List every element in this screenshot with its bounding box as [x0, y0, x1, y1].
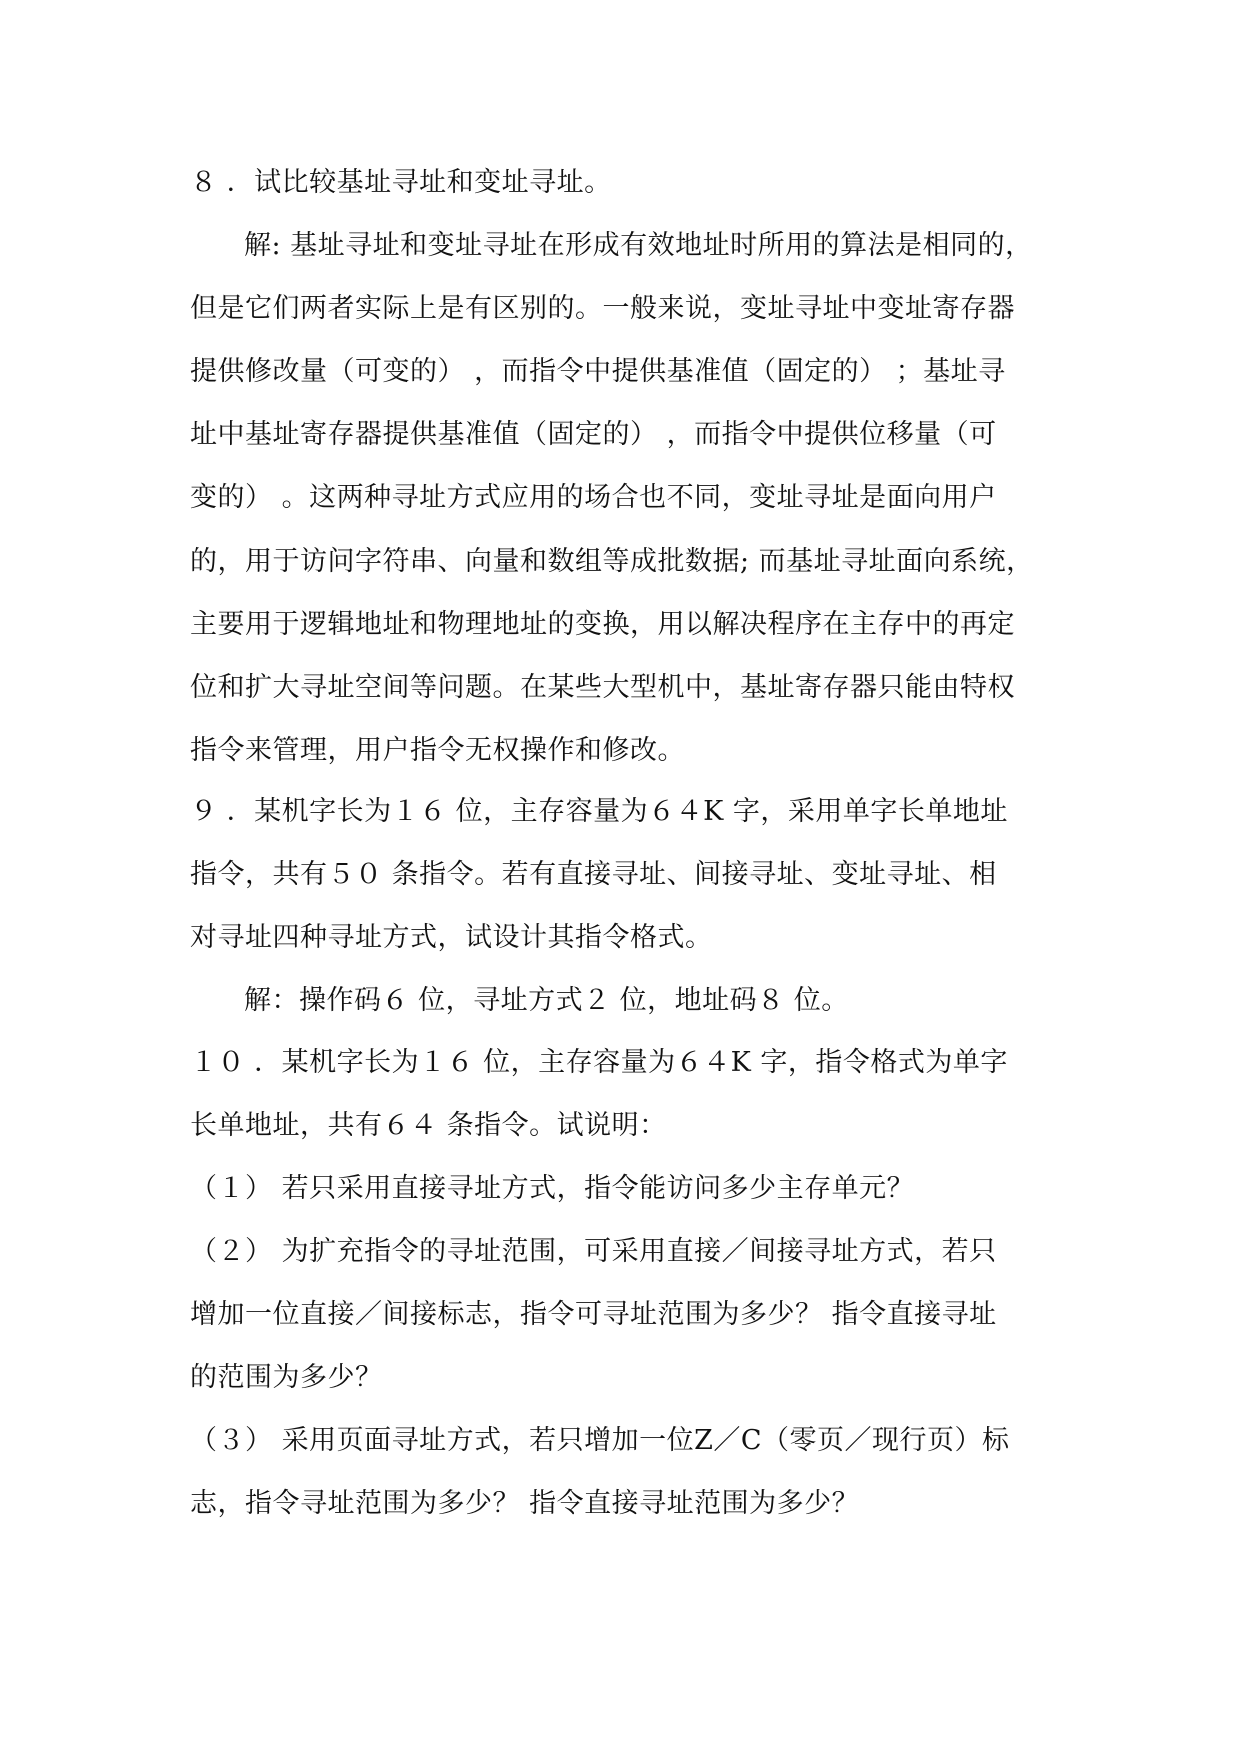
answer-8-line-5: 变的） 。这两种寻址方式应用的场合也不同，变址寻址是面向用户: [190, 482, 997, 513]
question-10-line-1: １０ ．某机字长为１６ 位，主存容量为６４K 字，指令格式为单字: [190, 1047, 1008, 1078]
question-8-title: ８ ．试比较基址寻址和变址寻址。: [190, 167, 612, 198]
question-10-part-3-line-1: （３） 采用页面寻址方式，若只增加一位Z／C（零页／现行页）标: [190, 1425, 1010, 1456]
answer-8-line-7: 主要用于逻辑地址和物理地址的变换，用以解决程序在主存中的再定: [190, 609, 1015, 640]
answer-8-line-9: 指令来管理，用户指令无权操作和修改。: [190, 735, 685, 766]
question-10-part-2-line-2: 增加一位直接／间接标志，指令可寻址范围为多少？ 指令直接寻址: [190, 1299, 997, 1330]
answer-8-line-1: 解: 基址寻址和变址寻址在形成有效地址时所用的算法是相同的，: [244, 230, 1033, 261]
answer-9: 解：操作码６ 位，寻址方式２ 位，地址码８ 位。: [244, 985, 849, 1016]
question-9-line-2: 指令，共有５０ 条指令。若有直接寻址、间接寻址、变址寻址、相: [190, 859, 997, 890]
question-10-part-3-line-2: 志，指令寻址范围为多少？ 指令直接寻址范围为多少？: [190, 1488, 860, 1519]
answer-8-line-2: 但是它们两者实际上是有区别的。一般来说，变址寻址中变址寄存器: [190, 293, 1015, 324]
question-9-line-1: ９ ．某机字长为１６ 位，主存容量为６４K 字，采用单字长单地址: [190, 796, 1008, 827]
answer-8-line-6: 的，用于访问字符串、向量和数组等成批数据; 而基址寻址面向系统，: [190, 546, 1034, 577]
question-10-line-2: 长单地址，共有６４ 条指令。试说明：: [190, 1110, 667, 1141]
answer-8-line-3: 提供修改量（可变的） ，而指令中提供基准值（固定的） ；基址寻: [190, 356, 1006, 387]
question-10-part-1: （１） 若只采用直接寻址方式，指令能访问多少主存单元？: [190, 1173, 915, 1204]
question-10-part-2-line-3: 的范围为多少？: [190, 1362, 383, 1393]
question-10-part-2-line-1: （２） 为扩充指令的寻址范围，可采用直接／间接寻址方式，若只: [190, 1236, 997, 1267]
answer-8-line-4: 址中基址寄存器提供基准值（固定的） ，而指令中提供位移量（可: [190, 419, 997, 450]
question-9-line-3: 对寻址四种寻址方式，试设计其指令格式。: [190, 922, 713, 953]
answer-8-line-8: 位和扩大寻址空间等问题。在某些大型机中，基址寄存器只能由特权: [190, 672, 1015, 703]
